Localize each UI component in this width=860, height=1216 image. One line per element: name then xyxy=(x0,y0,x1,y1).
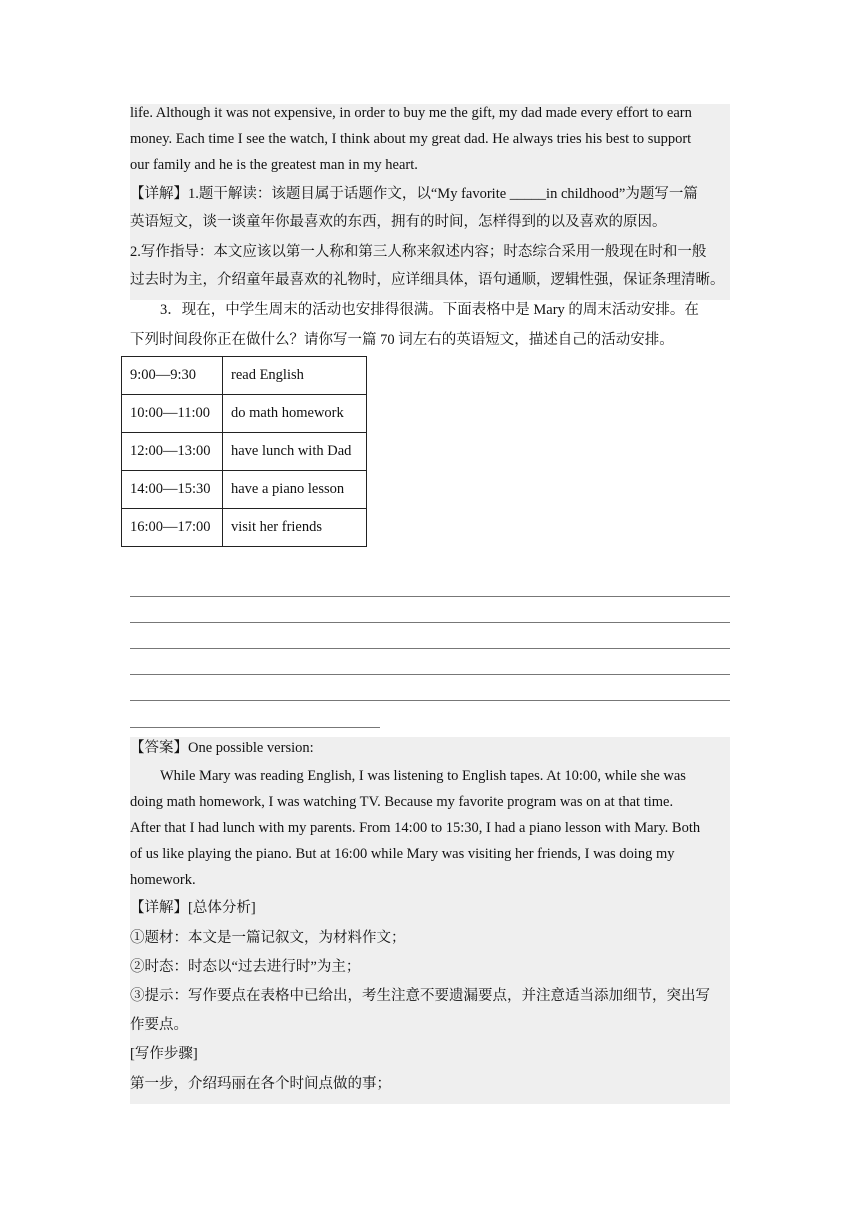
writing-line xyxy=(130,622,730,623)
question-line: 下列时间段你正在做什么？请你写一篇 70 词左右的英语短文，描述自己的活动安排。 xyxy=(130,332,674,348)
detail-line: ①题材：本文是一篇记叙文，为材料作文； xyxy=(130,930,406,946)
table-row xyxy=(122,357,367,395)
detail-line: 【详解】[总体分析] xyxy=(130,900,256,916)
answer-line: After that I had lunch with my parents. From 14:00 to 15:30, I had a piano lesson with Mary. Both xyxy=(130,820,701,836)
text-line: 2.写作指导：本文应该以第一人称和第三人称来叙述内容；时态综合采用一般现在时和一般 xyxy=(130,244,707,260)
activity-cell: read English xyxy=(223,357,367,395)
text-line: our family and he is the greatest man in my heart. xyxy=(130,157,418,173)
detail-line: ②时态：时态以“过去进行时”为主； xyxy=(130,959,361,975)
activity-cell: have lunch with Dad xyxy=(223,433,367,471)
text-line: 英语短文，谈一谈童年你最喜欢的东西，拥有的时间，怎样得到的以及喜欢的原因。 xyxy=(130,214,667,230)
schedule-table xyxy=(121,356,367,547)
answer-line: of us like playing the piano. But at 16:00 while Mary was visiting her friends, I was doing my xyxy=(130,846,675,862)
answer-line: homework. xyxy=(130,872,196,888)
writing-line xyxy=(130,727,380,728)
text-line: life. Although it was not expensive, in order to buy me the gift, my dad made every effort to earn xyxy=(130,105,692,121)
table-row xyxy=(122,509,367,547)
activity-cell: do math homework xyxy=(223,395,367,433)
text-line: 【详解】1.题干解读：该题目属于话题作文，以“My favorite _____in childhood”为题写一篇 xyxy=(130,186,698,202)
detail-line: 作要点。 xyxy=(130,1017,188,1033)
writing-line xyxy=(130,596,730,597)
writing-line xyxy=(130,700,730,701)
answer-line: While Mary was reading English, I was listening to English tapes. At 10:00, while she was xyxy=(160,768,686,784)
detail-line: ③提示：写作要点在表格中已给出，考生注意不要遗漏要点，并注意适当添加细节，突出写 xyxy=(130,988,710,1004)
table-row xyxy=(122,433,367,471)
text-line: money. Each time I see the watch, I think about my great dad. He always tries his best to support xyxy=(130,131,692,147)
time-cell: 12:00—13:00 xyxy=(122,433,223,471)
table-row xyxy=(122,395,367,433)
writing-line xyxy=(130,674,730,675)
detail-line: [写作步骤] xyxy=(130,1046,198,1062)
time-cell: 14:00—15:30 xyxy=(122,471,223,509)
time-cell: 10:00—11:00 xyxy=(122,395,223,433)
writing-line xyxy=(130,648,730,649)
text-line: 过去时为主，介绍童年最喜欢的礼物时，应详细具体，语句通顺，逻辑性强，保证条理清晰。 xyxy=(130,272,725,288)
time-cell: 16:00—17:00 xyxy=(122,509,223,547)
question-line: 3．现在，中学生周末的活动也安排得很满。下面表格中是 Mary 的周末活动安排。在 xyxy=(160,302,699,318)
answer-line: doing math homework, I was watching TV. Because my favorite program was on at that time. xyxy=(130,794,674,810)
activity-cell: visit her friends xyxy=(223,509,367,547)
activity-cell: have a piano lesson xyxy=(223,471,367,509)
answer-header: 【答案】One possible version: xyxy=(130,740,314,756)
table-row xyxy=(122,471,367,509)
time-cell: 9:00—9:30 xyxy=(122,357,223,395)
detail-line: 第一步，介绍玛丽在各个时间点做的事； xyxy=(130,1076,391,1092)
